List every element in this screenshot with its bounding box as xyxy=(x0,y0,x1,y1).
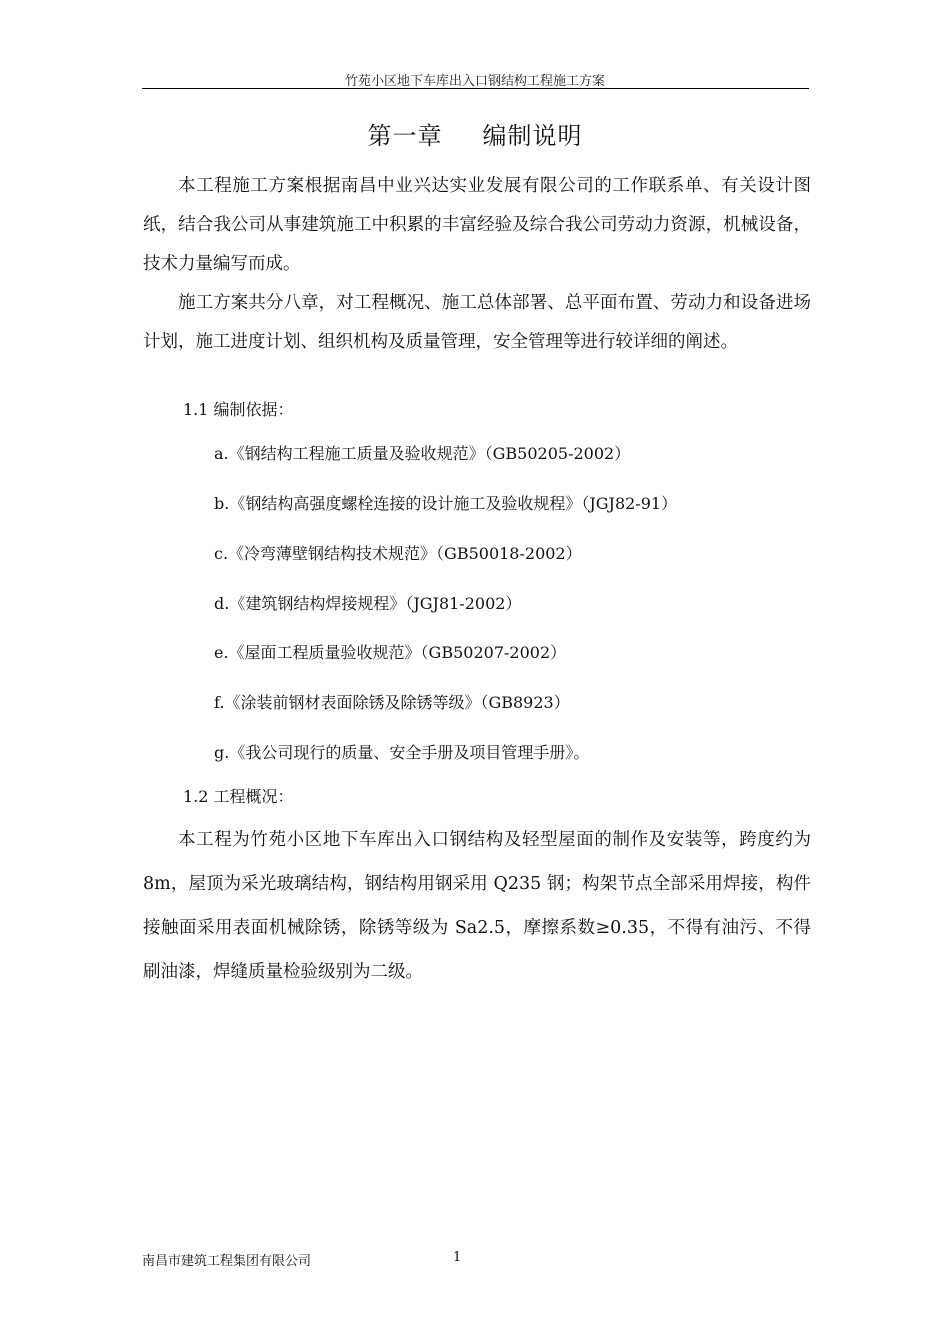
intro-paragraph: 本工程施工方案根据南昌中业兴达实业发展有限公司的工作联系单、有关设计图纸，结合我公司从事建筑施工中积累的丰富经验及综合我公司劳动力资源，机械设备，技术力量编写而成。 xyxy=(143,176,811,274)
reference-item: a.《钢结构工程施工质量及验收规范》（GB50205-2002） xyxy=(214,444,631,463)
section-heading-1-2: 1.2 工程概况： xyxy=(183,787,294,806)
overview-paragraph: 本工程为竹苑小区地下车库出入口钢结构及轻型屋面的制作及安装等，跨度约为 8m，屋顶为采光玻璃结构，钢结构用钢采用 Q235 钢；构架节点全部采用焊接，构件接触面采用表面机械除锈，除锈等级为 Sa2.5，摩擦系数≥0.35，不得有油污、不得刷油漆，焊缝质量检验级别为二级。 xyxy=(143,830,811,982)
reference-item: g.《我公司现行的质量、安全手册及项目管理手册》。 xyxy=(214,743,590,762)
structure-paragraph: 施工方案共分八章，对工程概况、施工总体部署、总平面布置、劳动力和设备进场计划，施工进度计划、组织机构及质量管理，安全管理等进行较详细的阐述。 xyxy=(143,293,811,352)
chapter-heading: 编制说明 xyxy=(482,122,583,150)
reference-item: e.《屋面工程质量验收规范》（GB50207-2002） xyxy=(214,643,567,662)
reference-item: d.《建筑钢结构焊接规程》（JGJ81-2002） xyxy=(214,594,522,613)
page-number: 1 xyxy=(453,1250,462,1265)
reference-item: c.《冷弯薄壁钢结构技术规范》（GB50018-2002） xyxy=(214,544,582,563)
reference-item: f.《涂装前钢材表面除锈及除锈等级》（GB8923） xyxy=(214,693,570,712)
chapter-title xyxy=(0,116,950,151)
header-rule xyxy=(142,88,809,89)
chapter-number: 第一章 xyxy=(367,122,443,150)
reference-item: b.《钢结构高强度螺栓连接的设计施工及验收规程》（JGJ82-91） xyxy=(214,494,678,513)
footer-company: 南昌市建筑工程集团有限公司 xyxy=(142,1254,312,1269)
section-heading-1-1: 1.1 编制依据： xyxy=(183,400,294,419)
running-header: 竹苑小区地下车库出入口钢结构工程施工方案 xyxy=(344,74,605,89)
